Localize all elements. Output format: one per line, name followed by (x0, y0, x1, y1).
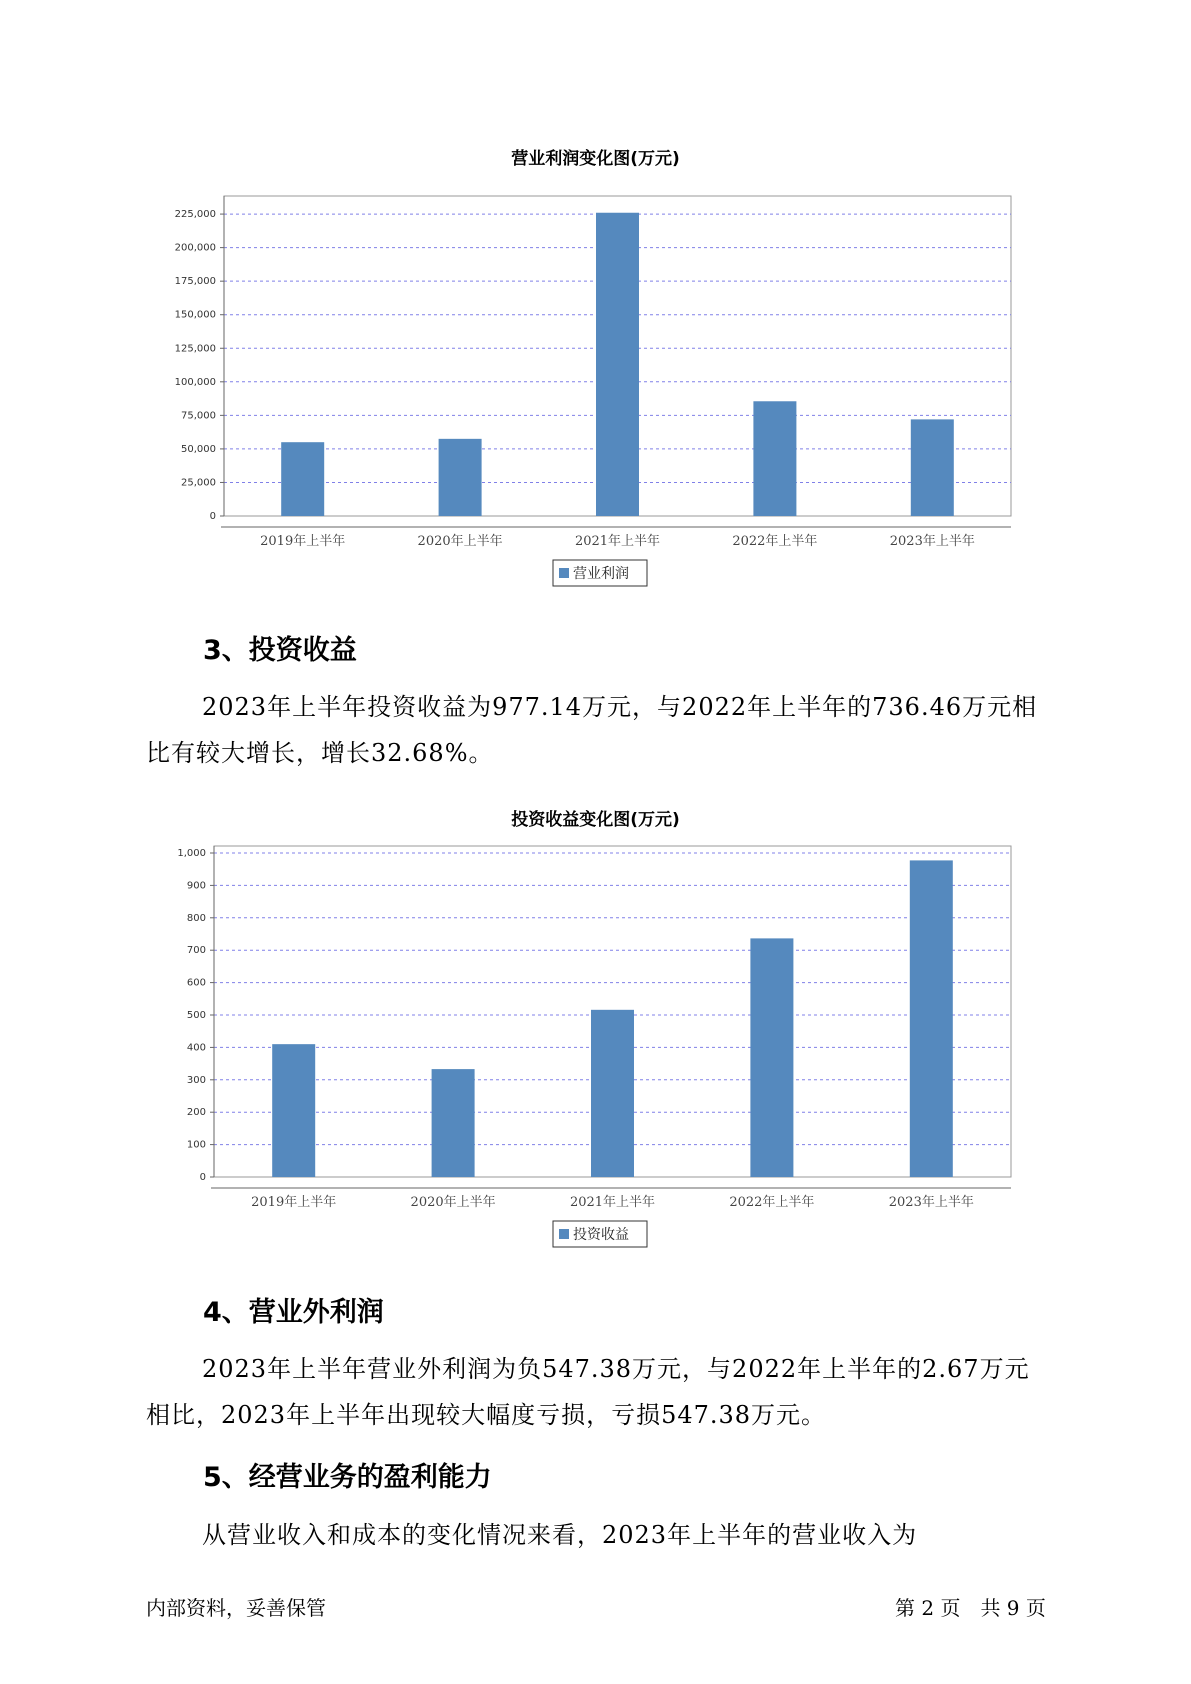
chart-title-investment-income: 投资收益变化图(万元) (511, 810, 680, 830)
legend-label: 投资收益 (573, 1227, 629, 1243)
y-tick-label: 600 (186, 977, 206, 989)
y-tick-label: 200,000 (174, 242, 216, 254)
y-tick-label: 150,000 (174, 309, 216, 321)
section-heading-investment-income: 3、投资收益 (203, 635, 357, 666)
section-heading-profitability: 5、经营业务的盈利能力 (203, 1462, 492, 1493)
y-tick-label: 100,000 (174, 376, 216, 388)
bar-3 (591, 1010, 634, 1177)
y-tick-label: 225,000 (174, 209, 216, 221)
x-category-label: 2021年上半年 (574, 534, 661, 549)
x-category-label: 2023年上半年 (889, 534, 975, 549)
bar-4 (750, 938, 793, 1177)
bar-1 (272, 1044, 315, 1177)
x-category-label: 2020年上半年 (417, 534, 503, 549)
y-tick-label: 1,000 (177, 848, 206, 859)
bar-5 (910, 860, 953, 1177)
section-heading-non-operating-profit: 4、营业外利润 (203, 1297, 384, 1328)
x-category-label: 2019年上半年 (260, 534, 346, 549)
bar-2 (432, 1069, 475, 1177)
y-tick-label: 300 (186, 1074, 206, 1086)
x-category-label: 2022年上半年 (732, 534, 818, 549)
chart-title-operating-profit: 营业利润变化图(万元) (511, 149, 680, 169)
y-tick-label: 25,000 (181, 477, 216, 489)
x-category-label: 2022年上半年 (729, 1195, 815, 1210)
x-category-label: 2020年上半年 (410, 1195, 496, 1210)
paragraph-profitability: 从营业收入和成本的变化情况来看，2023年上半年的营业收入为 (202, 1521, 918, 1549)
x-category-label: 2019年上半年 (251, 1195, 337, 1210)
y-tick-label: 700 (186, 945, 206, 957)
x-category-label: 2023年上半年 (888, 1195, 974, 1210)
paragraph-investment-income: 2023年上半年投资收益为977.14万元，与2022年上半年的736.46万元相比有较大增长，增长32.68%。 (146, 693, 1038, 767)
footer-confidential-note: 内部资料，妥善保管 (146, 1596, 326, 1620)
y-tick-label: 50,000 (181, 443, 216, 455)
y-tick-label: 125,000 (174, 343, 216, 355)
paragraph-non-operating-profit: 2023年上半年营业外利润为负547.38万元，与2022年上半年的2.67万元相比，2023年上半年出现较大幅度亏损，亏损547.38万元。 (146, 1355, 1030, 1429)
y-tick-label: 175,000 (174, 276, 216, 288)
y-tick-label: 400 (186, 1042, 206, 1054)
y-tick-label: 200 (186, 1107, 206, 1119)
y-tick-label: 800 (186, 912, 206, 924)
footer-page-number: 第 2 页 共 9 页 (895, 1596, 1046, 1620)
y-tick-label: 500 (186, 1010, 206, 1021)
x-category-label: 2021年上半年 (569, 1195, 656, 1210)
y-tick-label: 0 (199, 1172, 206, 1183)
y-tick-label: 900 (186, 880, 206, 892)
y-tick-label: 75,000 (181, 410, 216, 422)
legend-swatch (559, 1229, 569, 1239)
y-tick-label: 0 (209, 511, 216, 522)
legend-label: 营业利润 (573, 566, 629, 582)
y-tick-label: 100 (186, 1139, 206, 1151)
